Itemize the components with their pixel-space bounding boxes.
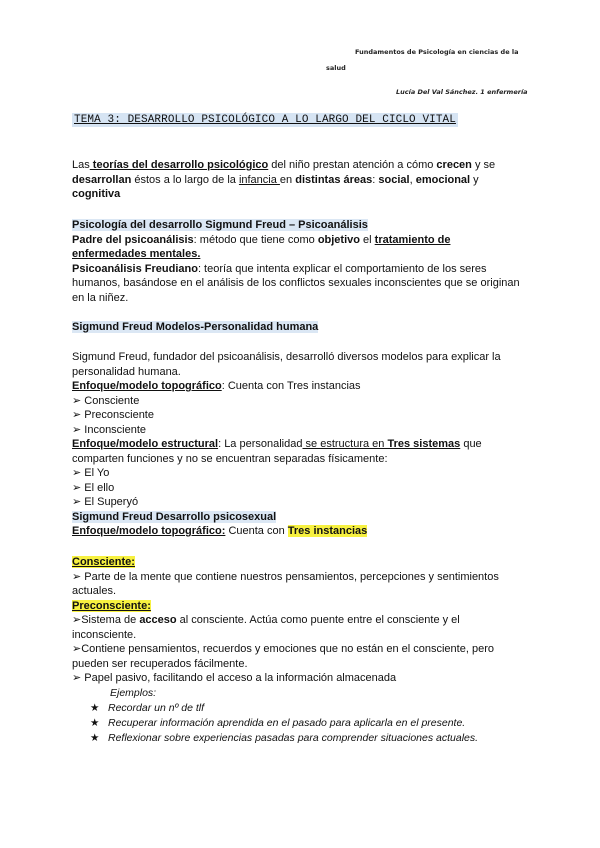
body-text: que [460, 438, 482, 450]
term-bold-underlined: Enfoque/modelo topográfico [72, 380, 222, 392]
list-item: ➢ Parte de la mente que contiene nuestros pensamientos, percepciones y sentimientos [72, 570, 499, 583]
list-item: ➢Sistema de [72, 614, 140, 626]
section-heading: Psicología del desarrollo Sigmund Freud – Psicoanálisis [72, 219, 368, 231]
section-heading: Sigmund Freud Modelos-Personalidad humana [72, 321, 319, 333]
term-bold: objetivo [317, 233, 360, 246]
body-text: : método que tiene como [193, 233, 318, 246]
section-psicoanalisis [72, 218, 532, 305]
author-line: Lucía Del Val Sánchez. 1 enfermería [396, 88, 528, 96]
body-text: Sigmund Freud, fundador del psicoanálisis, desarrolló diversos modelos para explicar la [72, 351, 501, 363]
section-modelos-body [72, 350, 532, 539]
example-item [90, 731, 478, 746]
body-underlined: se estructura en [302, 438, 388, 450]
body-text: el [359, 233, 375, 246]
body-text: pueden ser recuperados fácilmente. [72, 657, 248, 670]
list-item: ➢ El ello [72, 481, 115, 494]
intro-text: y [470, 173, 479, 186]
term-bold: acceso [139, 614, 177, 626]
term-bold-underlined: Enfoque/modelo topográfico: [72, 525, 226, 537]
ejemplos-label: Ejemplos: [110, 687, 157, 699]
intro-bold: emocional [415, 173, 471, 186]
intro-bold: social [378, 173, 410, 186]
body-text: : Cuenta con Tres instancias [221, 380, 361, 392]
example-item [90, 716, 465, 731]
list-item: ➢ El Superyó [72, 496, 139, 508]
intro-key-term: teorías del desarrollo psicológico [89, 159, 269, 171]
intro-bold: cognitiva [72, 188, 121, 200]
intro-paragraph [72, 158, 532, 202]
body-text: : La personalidad [218, 438, 303, 450]
body-text: inconsciente. [72, 628, 137, 641]
list-item: ➢ Inconsciente [72, 423, 147, 436]
term-bold-underlined: tratamiento de [374, 233, 451, 246]
example-text: Recordar un nº de tlf [108, 702, 205, 714]
intro-text: del niño prestan atención a cómo [268, 159, 437, 171]
star-icon: ★ [90, 732, 100, 744]
body-text: Cuenta con [225, 525, 288, 537]
intro-underlined: infancia [238, 173, 280, 186]
list-item: ➢Contiene pensamientos, recuerdos y emociones que no están en el consciente, pero [72, 643, 494, 655]
intro-text: : [372, 173, 379, 186]
body-text: personalidad humana. [72, 365, 181, 378]
list-item: ➢ Preconsciente [72, 409, 154, 421]
body-text: actuales. [72, 585, 117, 597]
intro-bold: desarrollan [72, 173, 132, 186]
star-icon: ★ [90, 717, 100, 729]
body-text: : teoría que intenta explicar el comportamiento de los seres [197, 262, 487, 275]
intro-text: Las [72, 159, 90, 171]
consciente-block [72, 555, 532, 686]
body-text: en la niñez. [72, 291, 129, 304]
intro-text: en [279, 173, 296, 186]
example-text: Reflexionar sobre experiencias pasadas para comprender situaciones actuales. [108, 732, 479, 744]
highlighted-term: Tres instancias [287, 525, 368, 537]
highlighted-heading: Preconsciente: [72, 599, 151, 612]
section-modelos [72, 320, 532, 335]
star-icon: ★ [90, 702, 100, 714]
body-text: humanos, basándose en el análisis de los conflictos sexuales inconscientes que se originan [72, 277, 520, 289]
course-header-line1: Fundamentos de Psicología en ciencias de la [355, 48, 519, 56]
list-item: ➢ Consciente [72, 394, 140, 407]
highlighted-heading: Consciente: [72, 556, 135, 568]
list-item: ➢ El Yo [72, 467, 110, 479]
course-header-line2: salud [326, 64, 346, 72]
page-title: TEMA 3: DESARROLLO PSICOLÓGICO A LO LARGO DEL CICLO VITAL [74, 114, 456, 126]
term-bold: Psicoanálisis Freudiano [72, 262, 198, 275]
intro-text: éstos a lo largo de la [131, 173, 239, 186]
example-text: Recuperar información aprendida en el pasado para aplicarla en el presente. [108, 717, 466, 729]
list-item: ➢ Papel pasivo, facilitando el acceso a la información almacenada [72, 672, 397, 684]
term-bold-underlined: enfermedades mentales. [72, 248, 201, 260]
term-bold-underlined: Tres sistemas [387, 438, 461, 450]
section-heading: Sigmund Freud Desarrollo psicosexual [72, 510, 277, 523]
term-bold-underlined: Enfoque/modelo estructural [72, 438, 219, 450]
example-item [90, 701, 204, 716]
intro-text: y se [471, 159, 496, 171]
intro-bold: distintas áreas [295, 173, 373, 186]
body-text: comparten funciones y no se encuentran separadas físicamente: [72, 452, 388, 465]
body-text: al consciente. Actúa como puente entre el consciente y el [176, 614, 460, 626]
intro-bold: crecen [436, 159, 472, 171]
term-bold: Padre del psicoanálisis [72, 233, 194, 246]
intro-text: , [409, 173, 416, 186]
